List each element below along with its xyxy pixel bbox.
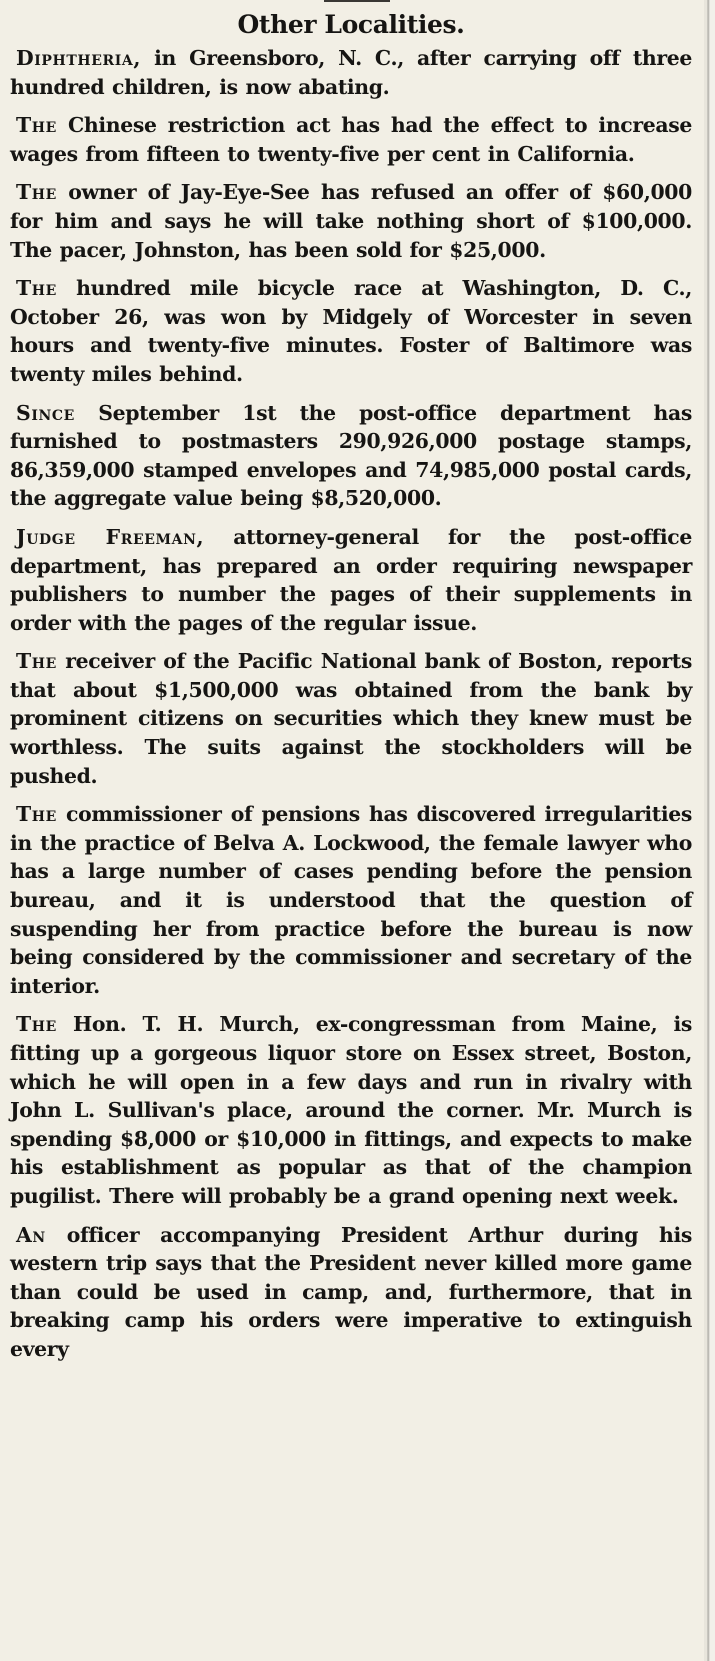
item-lead-word: Diphtheria, — [16, 46, 142, 70]
item-body: Hon. T. H. Murch, ex-congressman from Maine, is fitting up a gorgeous liquor store on Essex street, Boston, which he will open in a few days and run in rivalry with John L. Sullivan's place, around the corner. Mr. Murch is spending $8,000 or $10,000 in fittings, and expects to make his establishment as popular as that of the champion pugilist. There will probably be a grand opening next week. — [10, 1012, 692, 1208]
item-lead-word: The — [16, 180, 57, 205]
item-body: September 1st the post-office department has furnished to postmasters 290,926,000 postage stamps, 86,359,000 stamped envelopes and 74,985,000 postal cards, the aggregate value being $8,520,000. — [10, 400, 692, 511]
item-body: Chinese restriction act has had the effect to increase wages from fifteen to twenty-five per cent in California. — [10, 113, 692, 166]
item-body: commissioner of pensions has discovered irregularities in the practice of Belva A. Lockwood, the female lawyer who has a large number of cases pending before the pension bureau, and it is understood that the question of suspending her from practice before the bureau is now being considered by the commissioner and secretary of the interior. — [10, 802, 692, 998]
news-item-bicycle-race — [10, 274, 692, 388]
news-item-judge-freeman — [10, 523, 692, 637]
news-item-murch — [10, 1010, 692, 1210]
item-lead-word: An — [16, 1222, 46, 1247]
item-body: in Greensboro, N. C., after carrying off three hundred children, is now abating. — [10, 46, 692, 99]
item-body: owner of Jay-Eye-See has refused an offer of $60,000 for him and says he will take nothing short of $100,000. The pacer, Johnston, has been sold for $25,000. — [10, 180, 692, 262]
item-body: attorney-general for the post-office department, has prepared an order requiring newspaper publishers to number the pages of their supplements in order with the pages of the regular issue. — [10, 524, 692, 635]
news-item-diphtheria — [10, 44, 692, 101]
news-item-pensions — [10, 800, 692, 1000]
section-heading: Other Localities. — [237, 10, 465, 39]
column-divider-rule — [704, 0, 715, 1661]
news-item-president-arthur — [10, 1221, 692, 1364]
news-item-post-office-stamps — [10, 399, 692, 513]
item-lead-word: The — [16, 802, 57, 827]
item-body: hundred mile bicycle race at Washington, D. C., October 26, was won by Midgely of Worcester in seven hours and twenty-five minutes. Foster of Baltimore was twenty miles behind. — [10, 276, 692, 386]
column-top-rule — [324, 0, 390, 2]
item-lead-word: The — [16, 113, 57, 138]
news-item-chinese-act — [10, 111, 692, 168]
item-lead-word: The — [16, 649, 57, 674]
item-lead-word: The — [16, 1012, 57, 1037]
item-lead-word: Judge Freeman, — [16, 524, 205, 549]
news-item-jay-eye-see — [10, 178, 692, 264]
item-body: officer accompanying President Arthur during his western trip says that the President never killed more game than could be used in camp, and, furthermore, that in breaking camp his orders were imperative to extinguish every — [10, 1222, 692, 1361]
item-lead-word: Since — [16, 400, 75, 425]
news-item-pacific-bank — [10, 647, 692, 790]
item-body: receiver of the Pacific National bank of Boston, reports that about $1,500,000 was obtained from the bank by prominent citizens on securities which they knew must be worthless. The suits against the stockholders will be pushed. — [10, 649, 692, 788]
item-lead-word: The — [16, 276, 57, 301]
